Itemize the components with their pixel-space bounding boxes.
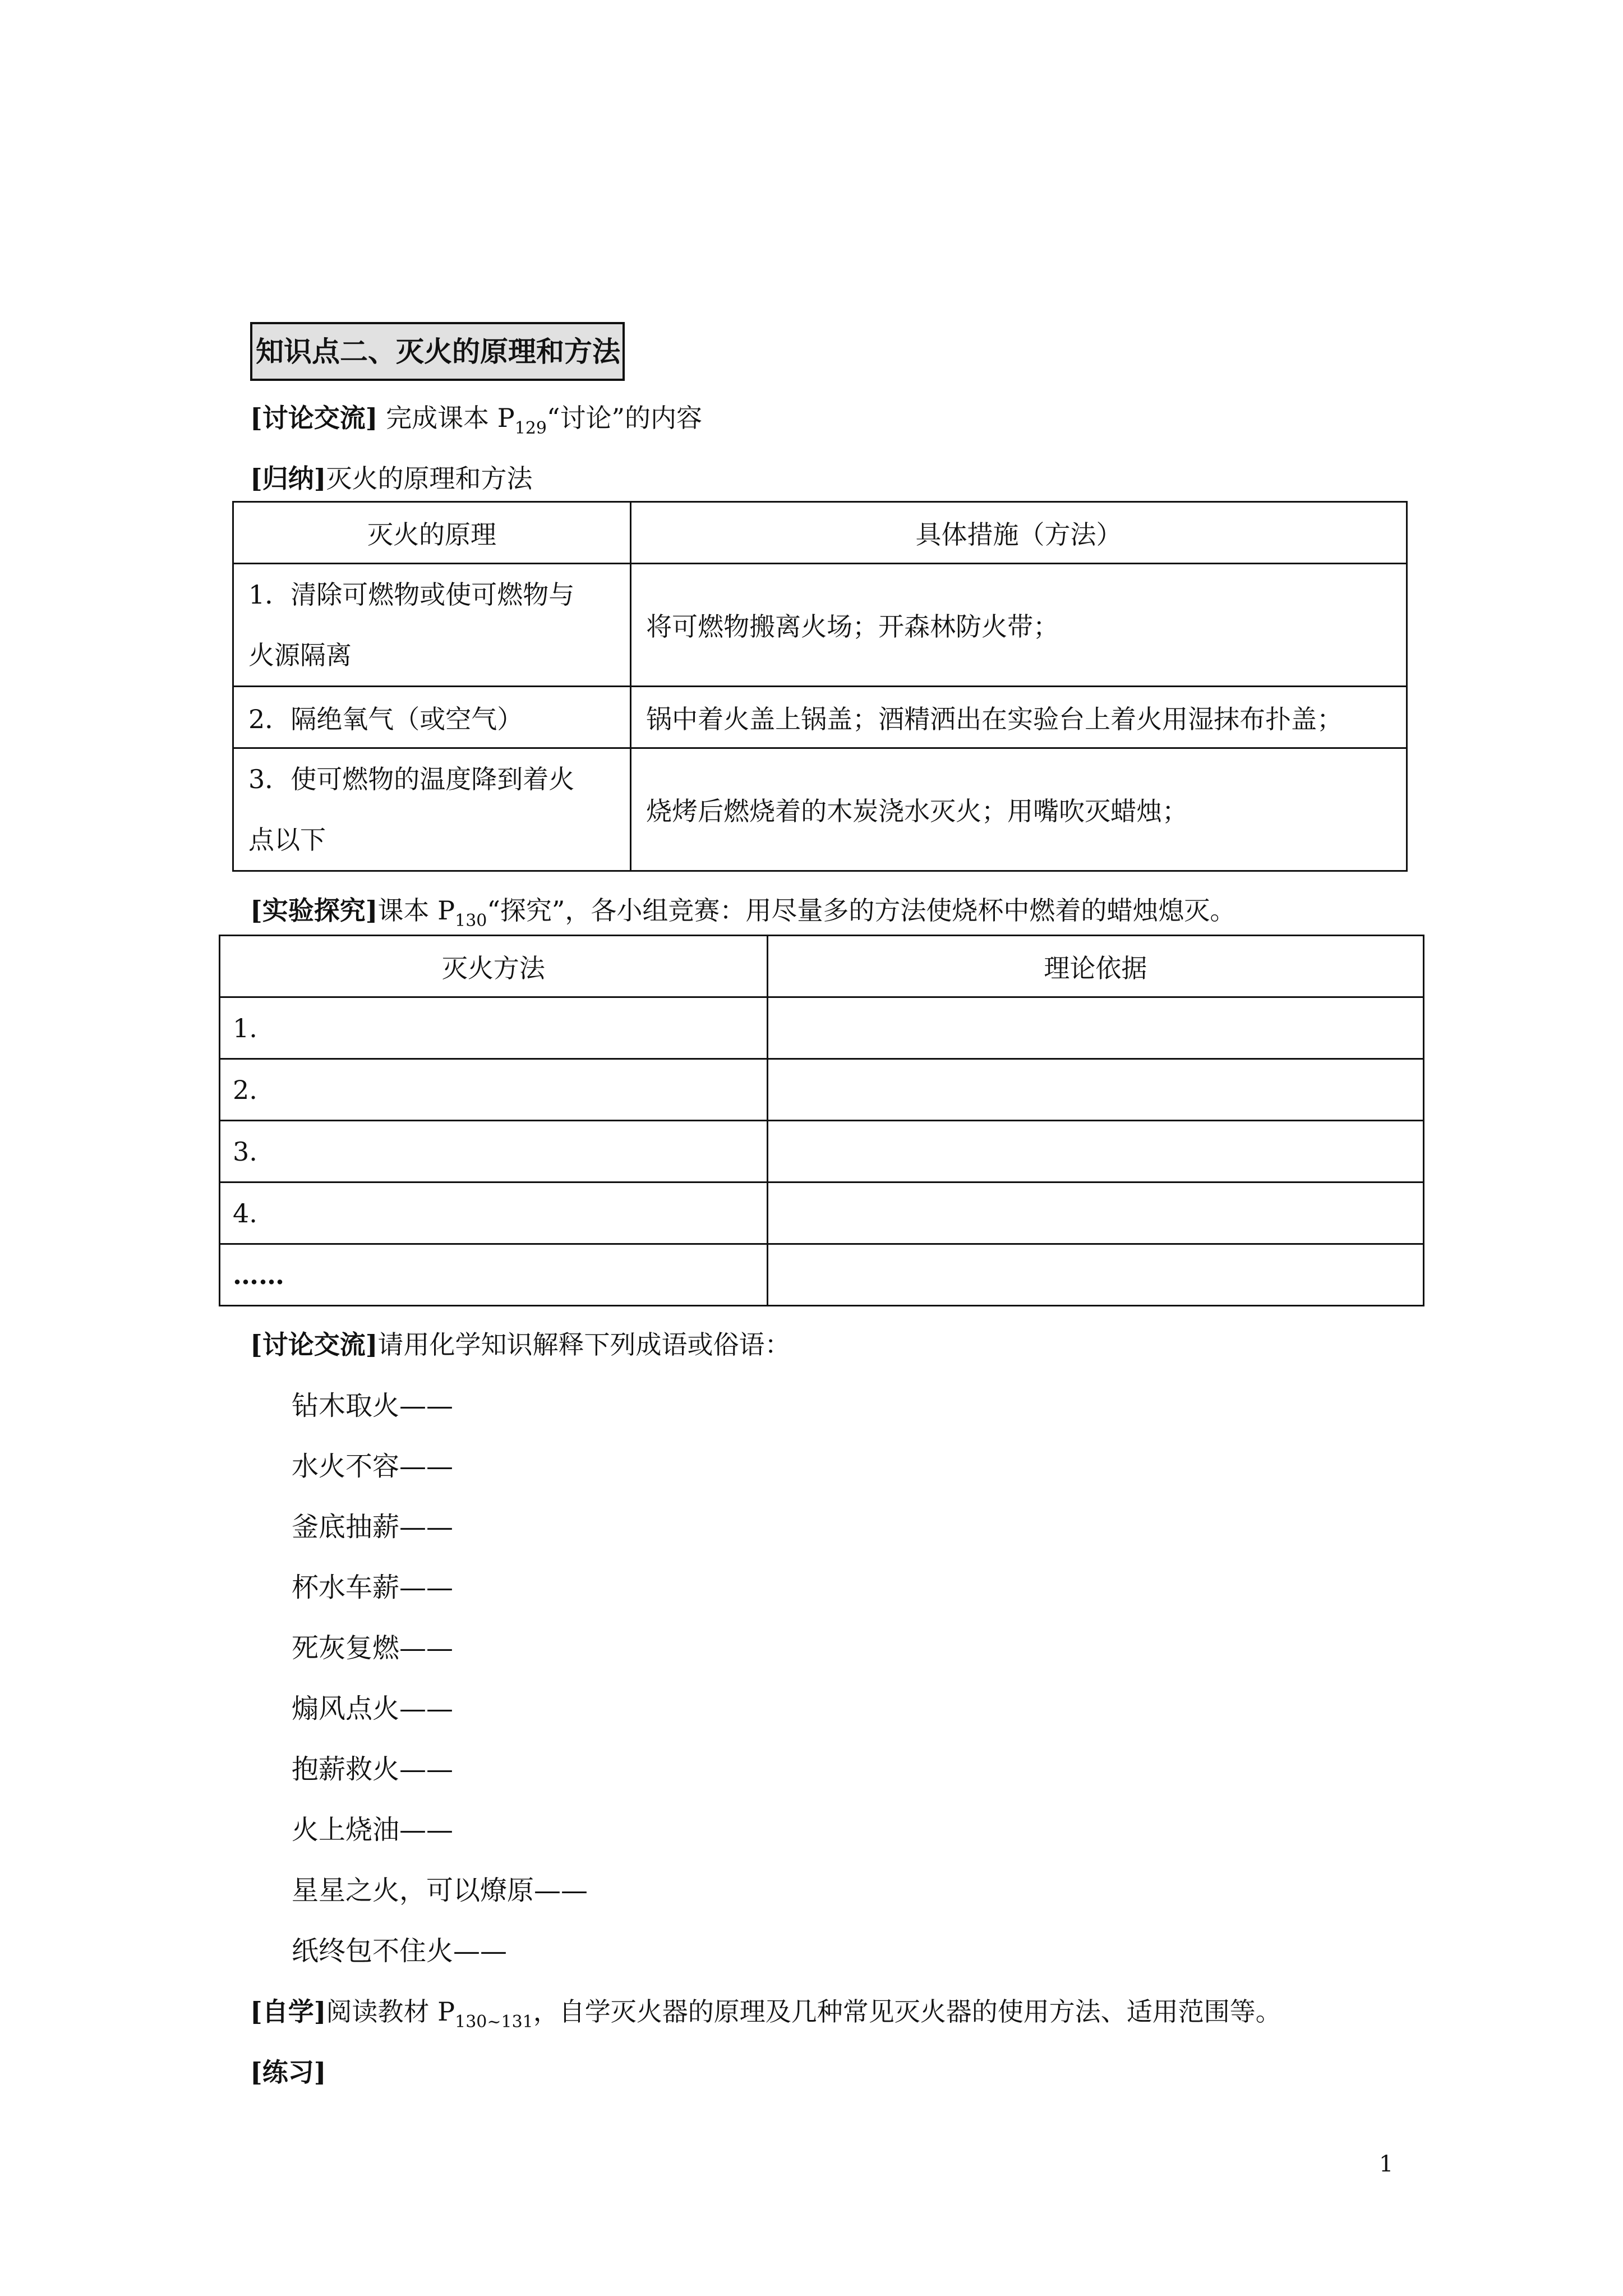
table-header-row [220,936,1424,997]
basis-cell [767,1182,1423,1244]
table-row [220,997,1424,1059]
summary-text: 灭火的原理和方法 [326,463,533,494]
table-row [220,1059,1424,1121]
discussion-line-1 [250,403,703,438]
header-method: 具体措施（方法） [631,502,1407,564]
basis-cell [767,1244,1423,1306]
discussion-tag: [讨论交流] [250,403,378,433]
idiom-item: 钻木取火—— [292,1390,454,1421]
summary-line [250,463,533,494]
principle-cell: 3．使可燃物的温度降到着火 点以下 [233,748,631,871]
idiom-item: 煽风点火—— [292,1693,454,1724]
idiom-item: 杯水车薪—— [292,1572,454,1603]
method-cell: 1. [220,997,768,1059]
method-cell: 将可燃物搬离火场；开森林防火带； [631,564,1407,687]
selfstudy-text-post: ，自学灭火器的原理及几种常见灭火器的使用方法、适用范围等。 [533,1996,1281,2027]
experiment-tag: [实验探究] [250,895,378,926]
discussion-text: 请用化学知识解释下列成语或俗语： [377,1329,791,1360]
discussion-tag: [讨论交流] [250,1329,378,1360]
header-method: 灭火方法 [220,936,768,997]
selfstudy-line [250,1996,1281,2032]
method-cell: 4. [220,1182,768,1244]
experiment-text-pre: 课本 P [377,895,455,926]
idiom-item: 抱薪救火—— [292,1754,454,1785]
idiom-item: 星星之火，可以燎原—— [292,1875,588,1906]
basis-cell [767,1121,1423,1182]
header-basis: 理论依据 [767,936,1423,997]
principles-table [232,501,1408,872]
practice-tag: [练习] [250,2057,326,2087]
section-heading: 知识点二、灭火的原理和方法 [250,322,625,381]
principle-cell: 1．清除可燃物或使可燃物与 火源隔离 [233,564,631,687]
idiom-item: 火上烧油—— [292,1814,454,1846]
discussion-text-pre: 完成课本 P [386,403,515,433]
page-subscript: 129 [514,418,547,438]
table-row [233,564,1407,687]
experiment-table [219,935,1424,1306]
table-row [233,687,1407,748]
idiom-item: 死灰复燃—— [292,1632,454,1664]
header-principle: 灭火的原理 [233,502,631,564]
table-header-row [233,502,1407,564]
table-row [220,1244,1424,1306]
table-row [220,1182,1424,1244]
summary-tag: [归纳] [250,463,326,494]
experiment-line [250,895,1236,931]
idiom-item: 釜底抽薪—— [292,1511,454,1543]
basis-cell [767,997,1423,1059]
selfstudy-tag: [自学] [250,1996,326,2027]
page-subscript: 130 [455,911,487,931]
method-cell: …… [220,1244,768,1306]
table-row [233,748,1407,871]
method-cell: 烧烤后燃烧着的木炭浇水灭火；用嘴吹灭蜡烛； [631,748,1407,871]
table-row [220,1121,1424,1182]
selfstudy-text-pre: 阅读教材 P [326,1996,455,2027]
experiment-text-post: “探究”，各小组竞赛：用尽量多的方法使烧杯中燃着的蜡烛熄灭。 [487,895,1236,926]
method-cell: 锅中着火盖上锅盖；酒精洒出在实验台上着火用湿抹布扑盖； [631,687,1407,748]
method-cell: 2. [220,1059,768,1121]
page-subscript: 130~131 [455,2012,533,2032]
discussion-text-post: “讨论”的内容 [547,403,703,433]
idiom-item: 纸终包不住火—— [292,1935,508,1967]
basis-cell [767,1059,1423,1121]
discussion-line-2 [250,1329,791,1360]
method-cell: 3. [220,1121,768,1182]
idiom-item: 水火不容—— [292,1451,454,1482]
principle-cell: 2．隔绝氧气（或空气） [233,687,631,748]
page-number: 1 [1379,2151,1394,2177]
